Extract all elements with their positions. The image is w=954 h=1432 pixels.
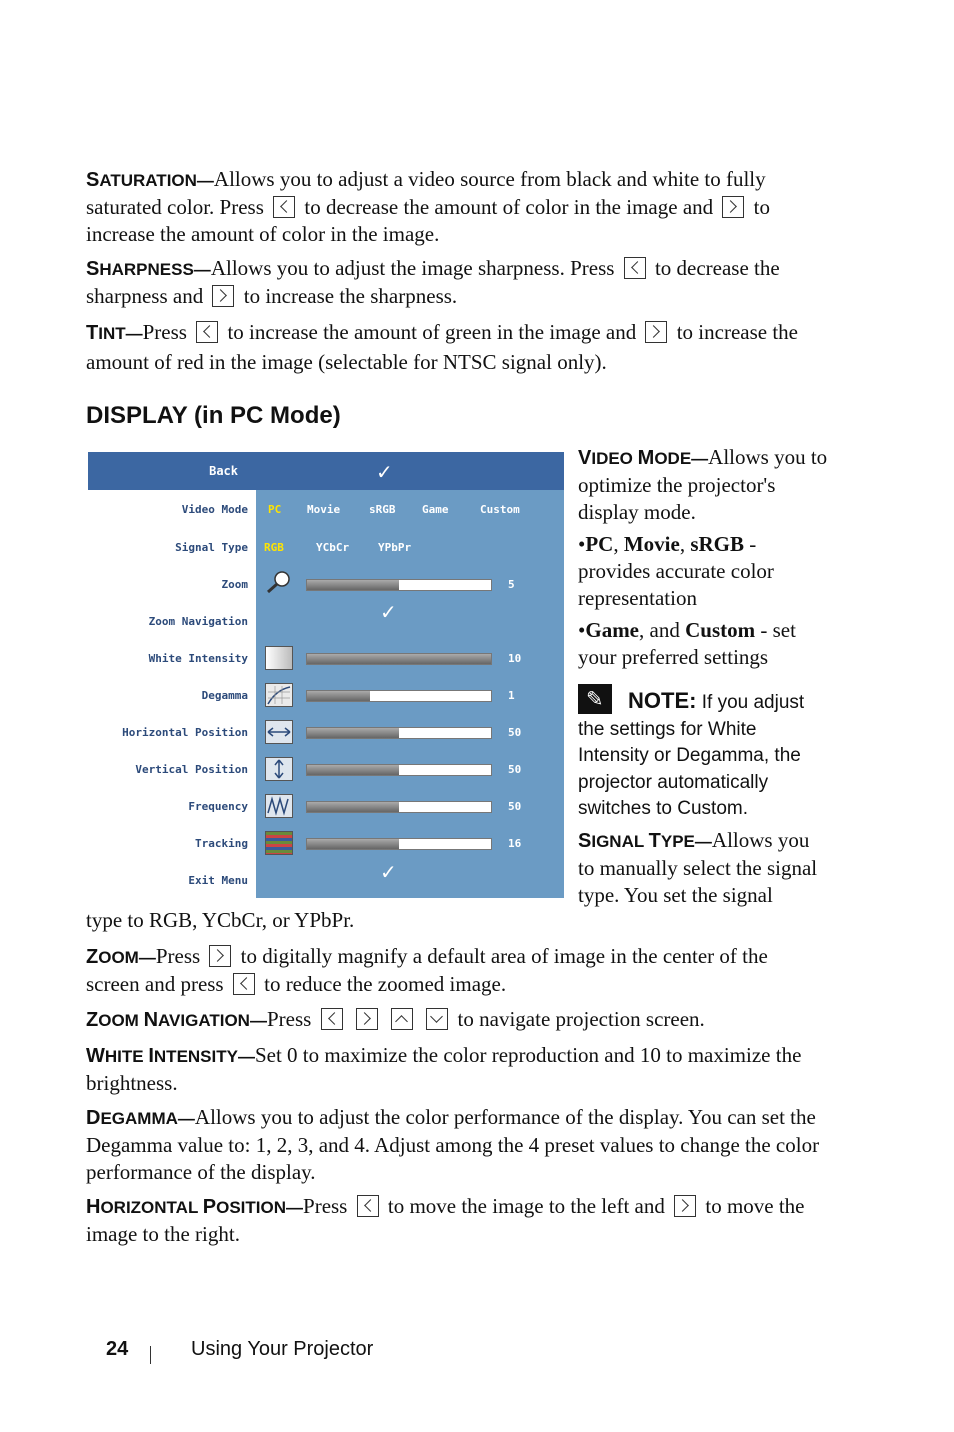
note-pencil-icon	[578, 684, 612, 714]
osd-label-degamma: Degamma	[201, 689, 248, 702]
degamma-value: 1	[508, 689, 515, 702]
vertical-arrows-icon	[265, 757, 293, 781]
footer-title: Using Your Projector	[191, 1338, 374, 1360]
tracking-icon	[265, 831, 293, 855]
osd-display-menu	[88, 452, 564, 898]
osd-label-column	[88, 490, 256, 898]
horizontal-position-paragraph: HORIZONTAL POSITION—Press to move the image to the left and to move the image to the right.	[86, 1194, 805, 1246]
horizontal-position-slider	[306, 727, 492, 739]
video-mode-term: VIDEO MODE—	[578, 447, 709, 469]
degamma-paragraph: DEGAMMA—Allows you to adjust the color performance of the display. You can set the Degamma value to: 1, 2, 3, and 4. Adjust among the 4 preset values to change the color performance of the display.	[86, 1105, 820, 1184]
signal-type-continuation: type to RGB, YCbCr, or YPbPr.	[86, 908, 355, 932]
white-intensity-paragraph: WHITE INTENSITY—Set 0 to maximize the color reproduction and 10 to maximize the brightness.	[86, 1043, 802, 1095]
degamma-slider	[306, 690, 492, 702]
degamma-slider-fill	[307, 691, 370, 701]
osd-back-label: Back	[209, 464, 238, 478]
frequency-slider-fill	[307, 802, 399, 812]
osd-option-ycbcr: YCbCr	[316, 541, 350, 554]
note-text: If you adjust the settings for White Intensity or Degamma, the projector automatically switches to Custom.	[578, 692, 805, 819]
sharpness-paragraph: SHARPNESS—Allows you to adjust the image sharpness. Press to decrease the sharpness and to increase the sharpness.	[86, 256, 780, 308]
sharpness-term: SHARPNESS—	[86, 258, 211, 280]
white-intensity-slider-fill	[307, 654, 491, 664]
left-arrow-key-icon	[624, 257, 646, 279]
degamma-term: DEGAMMA—	[86, 1107, 195, 1129]
right-arrow-key-icon	[722, 196, 744, 218]
white-intensity-icon	[265, 646, 293, 670]
vertical-position-value: 50	[508, 763, 522, 776]
osd-option-custom: Custom	[480, 503, 520, 516]
osd-label-frequency: Frequency	[188, 800, 248, 813]
check-icon: ✓	[376, 460, 393, 484]
osd-label-horizontal-position: Horizontal Position	[122, 726, 248, 739]
tracking-value: 16	[508, 837, 522, 850]
signal-type-paragraph: SIGNAL TYPE—Allows you to manually select the signal type. You set the signal	[578, 828, 818, 907]
right-arrow-key-icon	[356, 1008, 378, 1030]
right-arrow-key-icon	[212, 285, 234, 307]
right-arrow-key-icon	[674, 1195, 696, 1217]
horizontal-position-slider-fill	[307, 728, 399, 738]
vertical-position-slider-fill	[307, 765, 399, 775]
osd-label-zoom-navigation: Zoom Navigation	[148, 615, 248, 628]
signal-type-term: SIGNAL TYPE—	[578, 830, 712, 852]
video-mode-bullet-1: •PC, Movie, sRGB - provides accurate color representation	[578, 532, 774, 610]
osd-option-rgb: RGB	[264, 541, 284, 554]
frequency-slider	[306, 801, 492, 813]
osd-option-game: Game	[422, 503, 449, 516]
tracking-slider-fill	[307, 839, 399, 849]
osd-label-white-intensity: White Intensity	[148, 652, 248, 665]
zoom-navigation-term: ZOOM NAVIGATION—	[86, 1009, 267, 1031]
note-label: NOTE:	[628, 688, 697, 713]
horizontal-arrows-icon	[265, 720, 293, 744]
check-icon: ✓	[380, 860, 397, 884]
osd-label-exit-menu: Exit Menu	[188, 874, 248, 887]
tint-paragraph: TINT—Press to increase the amount of green in the image and to increase the amount of red in the image (selectable for NTSC signal only).	[86, 320, 798, 374]
osd-option-srgb: sRGB	[369, 503, 396, 516]
white-intensity-value: 10	[508, 652, 522, 665]
tint-term: TINT—	[86, 322, 143, 344]
vertical-position-slider	[306, 764, 492, 776]
osd-value-column	[256, 490, 564, 898]
osd-option-ypbpr: YPbPr	[378, 541, 412, 554]
left-arrow-key-icon	[233, 973, 255, 995]
left-arrow-key-icon	[196, 321, 218, 343]
white-intensity-slider	[306, 653, 492, 665]
horizontal-position-term: HORIZONTAL POSITION—	[86, 1196, 304, 1218]
tracking-slider	[306, 838, 492, 850]
up-arrow-key-icon	[391, 1008, 413, 1030]
video-mode-paragraph: VIDEO MODE—Allows you to optimize the projector's display mode.	[578, 445, 828, 524]
left-arrow-key-icon	[357, 1195, 379, 1217]
saturation-term: SATURATION—	[86, 169, 214, 191]
osd-option-movie: Movie	[307, 503, 341, 516]
horizontal-position-value: 50	[508, 726, 522, 739]
footer-divider	[150, 1346, 151, 1364]
zoom-navigation-paragraph: ZOOM NAVIGATION—Press to navigate projection screen.	[86, 1007, 705, 1031]
degamma-curve-icon	[265, 683, 293, 707]
frequency-value: 50	[508, 800, 522, 813]
saturation-paragraph: SATURATION—Allows you to adjust a video source from black and white to fully saturated color. Press to decrease the amount of color in the image and to increase the amount of color in the image.	[86, 167, 770, 246]
osd-label-vertical-position: Vertical Position	[135, 763, 248, 776]
osd-label-tracking: Tracking	[195, 837, 248, 850]
right-arrow-key-icon	[645, 321, 667, 343]
magnifier-icon	[265, 570, 293, 594]
osd-label-video-mode: Video Mode	[181, 503, 248, 516]
zoom-slider	[306, 579, 492, 591]
zoom-paragraph: ZOOM—Press to digitally magnify a default area of image in the center of the screen and press to reduce the zoomed image.	[86, 944, 768, 996]
zoom-slider-fill	[307, 580, 399, 590]
video-mode-bullet-2: •Game, and Custom - set your preferred settings	[578, 618, 796, 669]
down-arrow-key-icon	[426, 1008, 448, 1030]
white-intensity-term: WHITE INTENSITY—	[86, 1045, 255, 1067]
section-title: DISPLAY (in PC Mode)	[86, 402, 341, 429]
page-number: 24	[106, 1338, 129, 1360]
osd-label-signal-type: Signal Type	[175, 541, 248, 554]
left-arrow-key-icon	[321, 1008, 343, 1030]
frequency-wave-icon	[265, 794, 293, 818]
osd-label-zoom: Zoom	[221, 578, 248, 591]
left-arrow-key-icon	[273, 196, 295, 218]
right-arrow-key-icon	[209, 945, 231, 967]
check-icon: ✓	[380, 600, 397, 624]
note-block	[578, 684, 828, 823]
osd-back-row	[88, 452, 564, 490]
osd-option-pc: PC	[268, 503, 282, 516]
zoom-value: 5	[508, 578, 515, 591]
zoom-term: ZOOM—	[86, 946, 156, 968]
